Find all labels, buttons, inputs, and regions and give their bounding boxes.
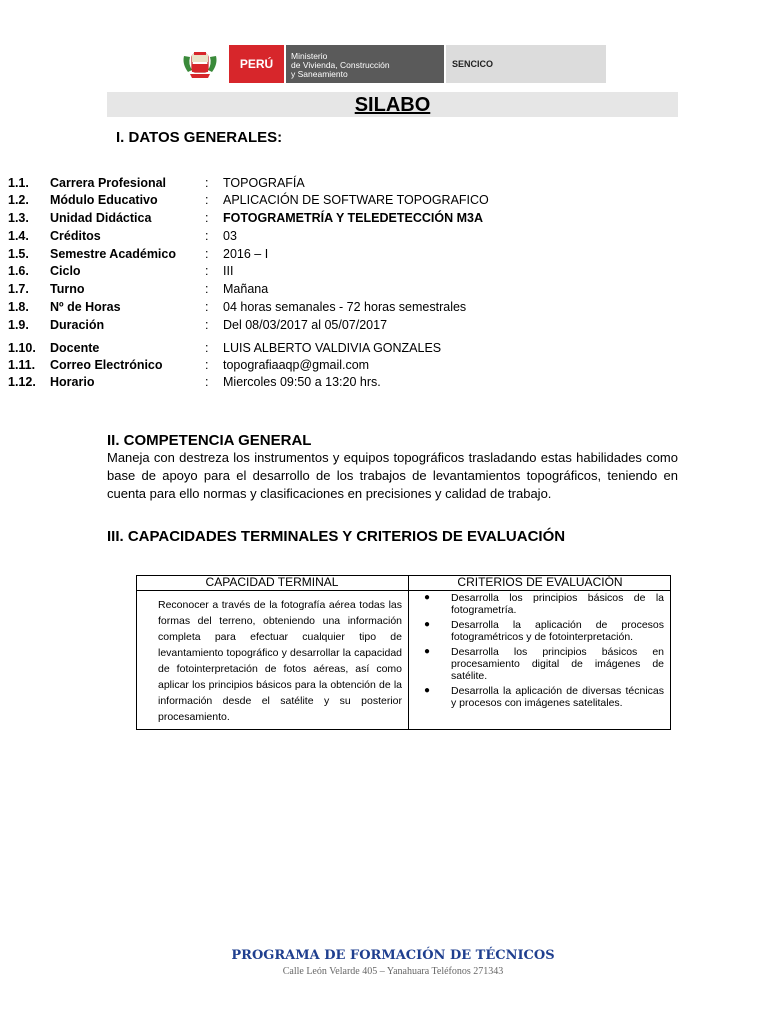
datos-colon: :: [205, 318, 209, 332]
sencico-brand-box: SENCICO: [446, 45, 606, 83]
datos-number: 1.12.: [8, 375, 36, 389]
datos-row: [0, 174, 768, 192]
datos-colon: :: [205, 193, 209, 207]
ministerio-line-3: y Saneamiento: [291, 69, 348, 79]
section-3-heading: III. CAPACIDADES TERMINALES Y CRITERIOS DE EVALUACIÓN: [107, 528, 566, 545]
datos-value: APLICACIÓN DE SOFTWARE TOPOGRAFICO: [223, 193, 489, 207]
datos-number: 1.3.: [8, 211, 29, 225]
footer-address: Calle León Velarde 405 – Yanahuara Teléfonos 271343: [282, 966, 504, 977]
datos-row: [0, 227, 768, 245]
datos-value: Miercoles 09:50 a 13:20 hrs.: [223, 375, 381, 389]
datos-colon: :: [205, 300, 209, 314]
datos-label: Carrera Profesional: [50, 176, 167, 190]
datos-label: Nº de Horas: [50, 300, 121, 314]
table-header-capacidad: CAPACIDAD TERMINAL: [205, 575, 339, 589]
table-column-divider: [408, 575, 409, 730]
section-2-heading: II. COMPETENCIA GENERAL: [107, 432, 312, 449]
datos-label: Turno: [50, 282, 85, 296]
datos-label: Docente: [50, 341, 100, 355]
datos-row: [0, 298, 768, 316]
datos-number: 1.7.: [8, 282, 29, 296]
datos-colon: :: [205, 282, 209, 296]
peru-brand-box: PERÚ: [229, 45, 284, 83]
criterios-list: [420, 592, 664, 712]
datos-row: [0, 356, 768, 374]
datos-number: 1.5.: [8, 247, 29, 261]
datos-number: 1.4.: [8, 229, 29, 243]
datos-label: Unidad Didáctica: [50, 211, 152, 225]
datos-row: [0, 316, 768, 334]
criterio-text: Desarrolla los principios básicos de la fotogrametría.: [451, 592, 664, 616]
datos-value: FOTOGRAMETRÍA Y TELEDETECCIÓN M3A: [223, 211, 483, 225]
datos-colon: :: [205, 211, 209, 225]
datos-number: 1.2.: [8, 193, 29, 207]
bullet-icon: ●: [424, 619, 431, 630]
datos-colon: :: [205, 341, 209, 355]
datos-label: Ciclo: [50, 264, 81, 278]
datos-value: LUIS ALBERTO VALDIVIA GONZALES: [223, 341, 442, 355]
datos-value: III: [223, 264, 234, 278]
datos-generales-list: [0, 0, 768, 400]
criterio-text: Desarrolla la aplicación de diversas técnicas y procesos con imágenes satelitales.: [451, 685, 664, 709]
datos-value: TOPOGRAFÍA: [223, 176, 305, 190]
table-header-criterios: CRITERIOS DE EVALUACIÓN: [457, 575, 623, 589]
datos-number: 1.9.: [8, 318, 29, 332]
criterio-text: Desarrolla los principios básicos en procesamiento digital de imágenes de satélite.: [451, 646, 664, 682]
datos-row: [0, 191, 768, 209]
competencia-general-text: Maneja con destreza los instrumentos y equipos topográficos trasladando estas habilidades como base de apoyo para el desarrollo de los trabajos de levantamientos topográficos, teniendo en cuenta para ello normas y clasificaciones en precisiones y calidad de trabajo.: [107, 450, 678, 501]
datos-colon: :: [205, 247, 209, 261]
criterio-item: [420, 646, 664, 682]
criterio-item: [420, 685, 664, 709]
table-header-divider: [136, 590, 671, 591]
bullet-icon: ●: [424, 646, 431, 657]
datos-label: Créditos: [50, 229, 101, 243]
datos-colon: :: [205, 176, 209, 190]
section-1-heading: I. DATOS GENERALES:: [116, 129, 283, 146]
datos-value: 03: [223, 229, 237, 243]
datos-label: Duración: [50, 318, 105, 332]
datos-value: Del 08/03/2017 al 05/07/2017: [223, 318, 388, 332]
datos-label: Horario: [50, 375, 95, 389]
datos-colon: :: [205, 358, 209, 372]
datos-value: Mañana: [223, 282, 269, 296]
datos-label: Módulo Educativo: [50, 193, 158, 207]
datos-label: Correo Electrónico: [50, 358, 163, 372]
criterio-text: Desarrolla la aplicación de procesos fotogramétricos y de fotointerpretación.: [451, 619, 664, 643]
datos-colon: :: [205, 264, 209, 278]
datos-label: Semestre Académico: [50, 247, 176, 261]
datos-row: [0, 262, 768, 280]
page-title: SILABO: [354, 94, 431, 116]
datos-number: 1.10.: [8, 341, 36, 355]
ministerio-line-2: de Vivienda, Construcción: [291, 60, 390, 70]
datos-number: 1.11.: [8, 358, 36, 372]
datos-row: [0, 339, 768, 357]
datos-number: 1.8.: [8, 300, 29, 314]
datos-row: [0, 373, 768, 391]
footer-program-title: PROGRAMA DE FORMACIÓN DE TÉCNICOS: [231, 948, 555, 963]
bullet-icon: ●: [424, 685, 431, 696]
datos-value: 04 horas semanales - 72 horas semestrales: [223, 300, 467, 314]
datos-row: [0, 209, 768, 227]
datos-row: [0, 280, 768, 298]
datos-colon: :: [205, 229, 209, 243]
capacidad-terminal-text: Reconocer a través de la fotografía aérea todas las formas del terreno, obteniendo una información completa para efectuar cualquier tipo de levantamiento topográfico y desarrollar la capacidad de fotointerpretación de fotos aéreas, así como aplicar los principios básicos para la obtención de la información desde el satélite y su posterior procesamiento.: [158, 599, 402, 723]
bullet-icon: ●: [424, 592, 431, 603]
datos-row: [0, 245, 768, 263]
ministerio-line-1: Ministerio: [291, 51, 328, 61]
datos-number: 1.1.: [8, 176, 29, 190]
datos-value: topografiaaqp@gmail.com: [223, 358, 370, 372]
datos-number: 1.6.: [8, 264, 29, 278]
criterio-item: [420, 619, 664, 643]
datos-colon: :: [205, 375, 209, 389]
criterio-item: [420, 592, 664, 616]
datos-value: 2016 – I: [223, 247, 269, 261]
